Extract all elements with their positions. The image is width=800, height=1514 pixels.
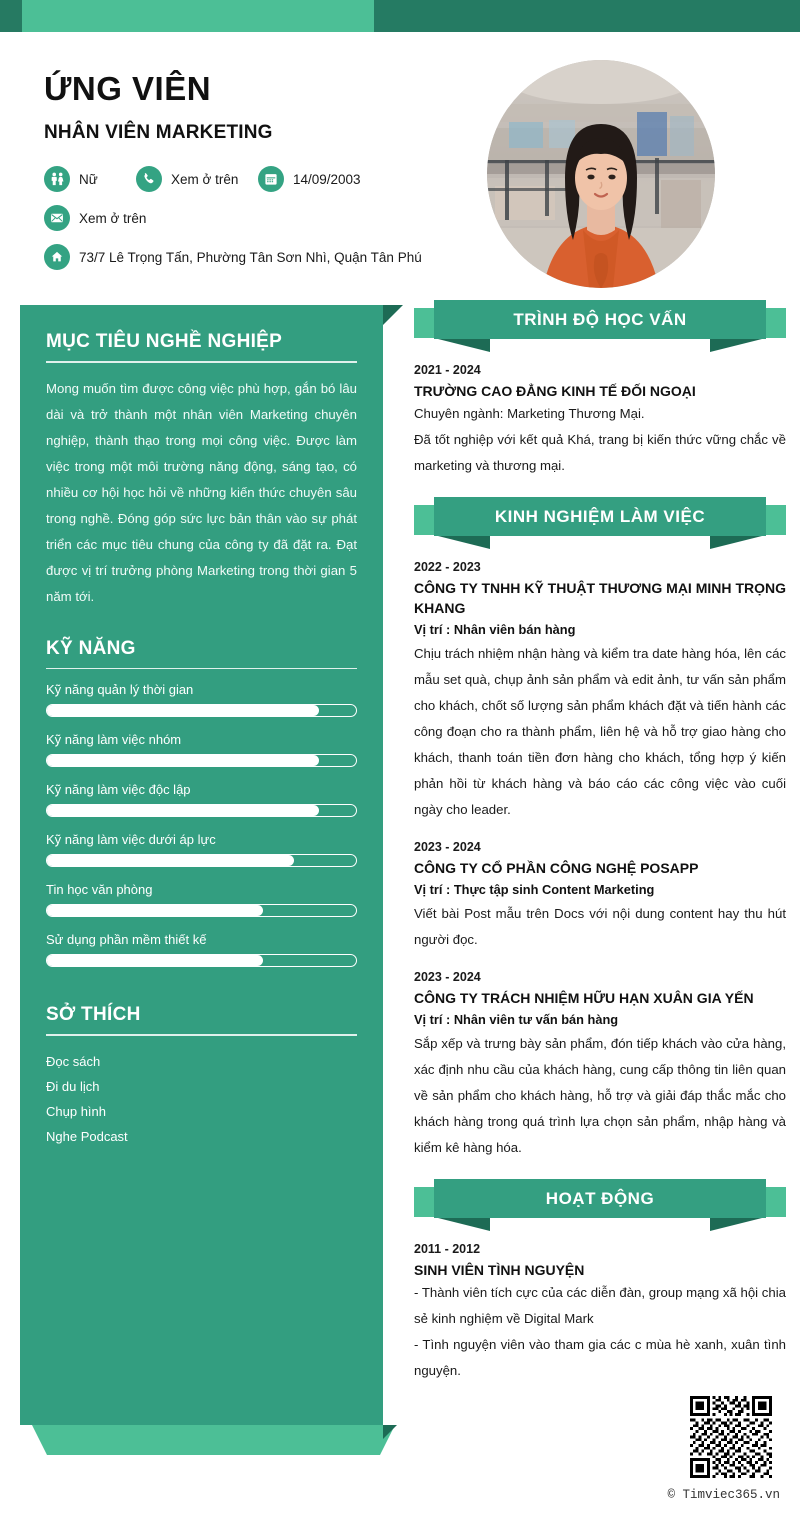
contact-row-3 [44,244,464,270]
skill-label: Kỹ năng làm việc nhóm [46,732,182,747]
objective-heading: MỤC TIÊU NGHỀ NGHIỆP [46,331,283,352]
contact-row-1 [44,166,464,192]
skill-progress-track [46,754,357,767]
sidebar-ribbon-tail [32,1425,395,1455]
skill-item [46,682,357,717]
banner-plate [434,1179,766,1218]
contact-address [44,244,422,270]
skill-item [46,882,357,917]
top-color-bar [0,0,800,32]
contact-email [44,205,146,231]
contact-birthday [258,166,361,192]
activity-body-line-1: - Thành viên tích cực của các diễn đàn, group mạng xã hội chia sẻ kinh nghiệm về Digital Mark [414,1285,786,1326]
contact-address-value: 73/7 Lê Trọng Tấn, Phường Tân Sơn Nhì, Quận Tân Phú [79,249,422,265]
skill-progress-fill [47,905,263,916]
experience-banner [414,497,786,543]
activity-org: SINH VIÊN TÌNH NGUYỆN [414,1262,585,1278]
banner-tail-left [434,1217,490,1231]
experience-body: Viết bài Post mẫu trên Docs với nội dung content hay thu hút người đọc. [414,906,786,947]
sidebar-fold-corner [383,305,403,325]
hobbies-divider [46,1034,357,1036]
experience-date: 2023 - 2024 [414,970,481,984]
banner-plate [434,497,766,536]
avatar-photo [487,60,715,288]
gender-icon [44,166,70,192]
experience-list [414,557,786,1161]
experience-org: CÔNG TY TNHH KỸ THUẬT THƯƠNG MẠI MINH TRỌNG KHANG [414,580,786,616]
contact-email-value: Xem ở trên [79,210,147,226]
home-icon [44,244,70,270]
skills-list [46,682,357,967]
site-credit: © Timviec365.vn [667,1488,780,1502]
qr-code [690,1396,772,1478]
mail-icon [44,205,70,231]
candidate-job-title: NHÂN VIÊN MARKETING [44,122,273,143]
experience-section [414,497,786,1161]
experience-entry [414,557,786,823]
experience-date: 2023 - 2024 [414,840,481,854]
contact-row-2 [44,205,464,231]
education-banner [414,300,786,346]
spacer [414,479,786,497]
contact-info [44,166,464,283]
banner-plate [434,300,766,339]
sidebar [20,305,383,1425]
experience-role: Vị trí : Nhân viên tư vấn bán hàng [414,1012,619,1027]
main-column [414,300,786,1384]
experience-heading: KINH NGHIỆM LÀM VIỆC [494,506,706,526]
skill-label: Kỹ năng quản lý thời gian [46,682,194,697]
skill-item [46,782,357,817]
activities-banner [414,1179,786,1225]
candidate-name: ỨNG VIÊN [44,70,212,107]
objective-text: Mong muốn tìm được công việc phù hợp, gắn bó lâu dài và trở thành một nhân viên Marketing chuyên nghiệp, thành thạo trong mọi công việc. Được làm việc trong một môi trường năng động, sáng tạo, có nhiều cơ hội học hỏi về những kiến thức chuyên sâu trong nghề. Đóng góp sức lực bản thân vào sự phát triển các mục tiêu chung của công ty đã đặt ra. Đạt được vị trí trưởng phòng Marketing trong thời gian 5 năm tới. [46,380,357,604]
topbar-segment-left [0,0,22,32]
experience-org: CÔNG TY TRÁCH NHIỆM HỮU HẠN XUÂN GIA YẾN [414,990,754,1006]
hobbies-heading: SỞ THÍCH [46,1004,141,1025]
skill-progress-track [46,804,357,817]
education-heading: TRÌNH ĐỘ HỌC VẤN [513,309,687,329]
hobby-item: Chụp hình [46,1103,106,1119]
skill-progress-fill [47,805,319,816]
experience-entry [414,837,786,953]
spacer [414,1161,786,1179]
skills-heading: KỸ NĂNG [46,637,136,659]
hobby-item: Nghe Podcast [46,1128,128,1144]
topbar-segment-middle [22,0,374,32]
banner-tail-left [434,535,490,549]
education-body: Đã tốt nghiệp với kết quả Khá, trang bị kiến thức vững chắc về marketing và thương mại. [414,432,786,473]
skill-item [46,732,357,767]
skill-progress-fill [47,855,294,866]
skill-progress-fill [47,705,319,716]
experience-role: Vị trí : Nhân viên bán hàng [414,622,576,637]
skill-progress-track [46,954,357,967]
skill-item [46,832,357,867]
education-section [414,300,786,479]
banner-tail-left [434,338,490,352]
skill-progress-track [46,904,357,917]
skill-progress-fill [47,755,319,766]
sidebar-ribbon-notch [383,1425,397,1439]
education-org: TRƯỜNG CAO ĐẲNG KINH TẾ ĐỐI NGOẠI [414,383,696,399]
skill-label: Tin học văn phòng [46,882,153,897]
activities-section [414,1179,786,1384]
skill-item [46,932,357,967]
qr-code-image [690,1396,772,1478]
hobbies-section [46,1004,357,1149]
hobby-item: Đi du lịch [46,1078,100,1094]
activity-entry [414,1239,786,1384]
skill-progress-track [46,854,357,867]
activity-date: 2011 - 2012 [414,1242,481,1256]
skill-label: Sử dụng phần mềm thiết kế [46,932,207,947]
activity-body-line-2: - Tình nguyện viên vào tham gia các c mùa hè xanh, xuân tình nguyện. [414,1337,786,1378]
experience-role: Vị trí : Thực tập sinh Content Marketing [414,882,655,897]
hobby-item: Đọc sách [46,1053,101,1069]
education-date: 2021 - 2024 [414,363,481,377]
contact-phone-value: Xem ở trên [171,171,239,187]
experience-body: Chịu trách nhiệm nhận hàng và kiểm tra date hàng hóa, lên các mẫu set quà, chụp ảnh sản phẩm và edit ảnh, tư vấn sản phẩm cho khách, chốt số lượng sản phẩm khách đặt và tiến hành các công đoạn cho ra thành phẩm, liên hệ và hỗ trợ giao hàng cho khách, thanh toán tiền đơn hàng cho khách, tổng hợp ý kiến phản hồi từ khách hàng và báo cáo các công việc vào cuối ngày cho leader. [414,646,786,817]
cv-header [0,32,800,290]
banner-tail-right [710,1217,766,1231]
skills-divider [46,668,357,670]
activities-heading: HOẠT ĐỘNG [545,1188,655,1208]
skill-label: Kỹ năng làm việc độc lập [46,782,191,797]
skill-progress-fill [47,955,263,966]
banner-tail-right [710,338,766,352]
objective-section [46,331,357,610]
contact-phone [136,166,258,192]
skill-label: Kỹ năng làm việc dưới áp lực [46,832,216,847]
experience-body: Sắp xếp và trưng bày sản phẩm, đón tiếp khách vào cửa hàng, xác định nhu cầu của khách hàng, cung cấp thông tin liên quan về sản phẩm cho khách hàng, hỗ trợ và giải đáp thắc mắc cho khách hàng trong quá trình lựa chọn sản phẩm, nhập hàng và kiểm kê hàng hóa. [414,1036,786,1155]
experience-org: CÔNG TY CỔ PHẦN CÔNG NGHỆ POSAPP [414,860,699,876]
calendar-icon [258,166,284,192]
spacer [46,610,357,638]
skills-section [46,638,357,968]
topbar-segment-right [374,0,800,32]
experience-entry [414,967,786,1161]
banner-tail-right [710,535,766,549]
contact-birthday-value: 14/09/2003 [293,171,361,187]
objective-divider [46,361,357,363]
contact-gender-value: Nữ [79,171,98,187]
contact-gender [44,166,136,192]
education-major: Chuyên ngành: Marketing Thương Mại. [414,406,645,421]
avatar [487,60,715,288]
education-entry [414,360,786,479]
experience-date: 2022 - 2023 [414,560,481,574]
spacer [46,982,357,1004]
skill-progress-track [46,704,357,717]
hobbies-list [46,1049,357,1149]
phone-icon [136,166,162,192]
